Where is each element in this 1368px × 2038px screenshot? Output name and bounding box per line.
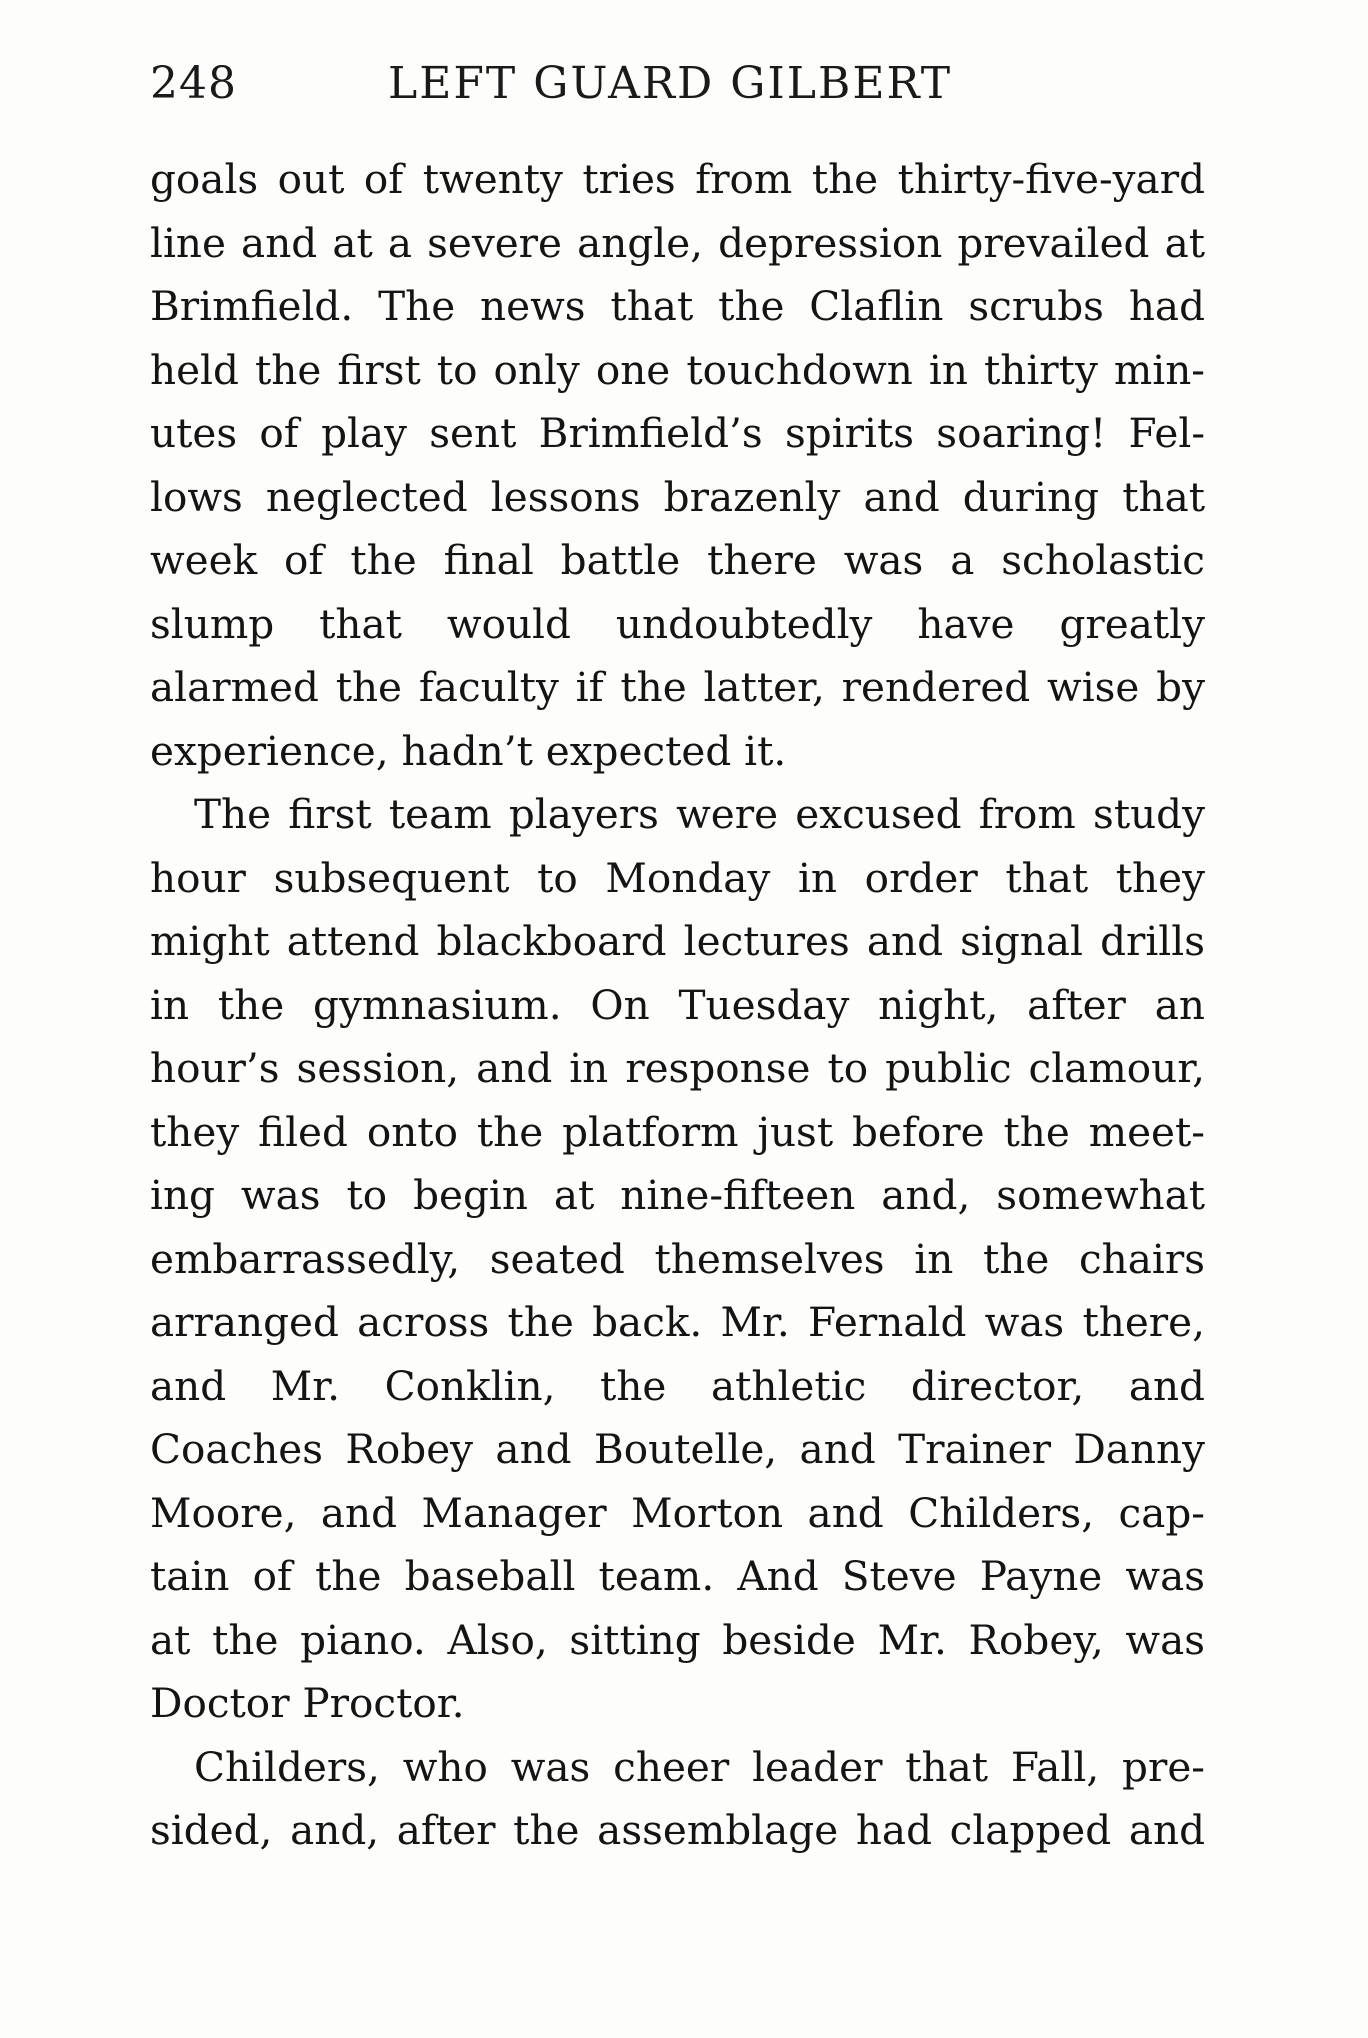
paragraph [150,148,1205,783]
text-line: embarrassedly, seated themselves in the chairs [150,1234,1205,1283]
text-line: Childers, who was cheer leader that Fall, pre- [194,1742,1205,1791]
running-title: LEFT GUARD GILBERT [388,58,953,109]
text-line: Moore, and Manager Morton and Childers, cap- [150,1488,1205,1537]
text-line: The first team players were excused from study [194,790,1205,838]
body-text [150,148,1205,1863]
text-line: sided, and, after the assemblage had clapped and [150,1806,1205,1854]
text-line: lows neglected lessons brazenly and during that [150,472,1205,521]
page-header [150,58,1210,128]
text-line: and Mr. Conklin, the athletic director, and [150,1361,1205,1410]
text-line: in the gymnasium. On Tuesday night, after an [150,980,1205,1029]
text-line: tain of the baseball team. And Steve Payne was [150,1552,1205,1600]
text-line: line and at a severe angle, depression prevailed at [150,218,1205,267]
text-line: hour’s session, and in response to public clamour, [150,1044,1205,1092]
text-line: might attend blackboard lectures and signal drills [150,917,1205,965]
paragraph [150,783,1205,1736]
text-line: at the piano. Also, sitting beside Mr. Robey, was [150,1615,1205,1664]
text-line: Doctor Proctor. [150,1679,465,1727]
text-line: arranged across the back. Mr. Fernald was there, [150,1298,1205,1346]
text-line: utes of play sent Brimfield’s spirits soaring! Fel- [150,409,1205,457]
text-line: Coaches Robey and Boutelle, and Trainer Danny [150,1425,1205,1473]
text-line: held the first to only one touchdown in thirty min- [150,345,1205,394]
text-line: week of the final battle there was a scholastic [150,536,1205,584]
text-line: alarmed the faculty if the latter, rendered wise by [150,663,1205,711]
paragraph [150,1736,1205,1863]
text-line: slump that would undoubtedly have greatly [150,599,1205,648]
text-line: they filed onto the platform just before the meet- [150,1107,1205,1156]
text-line: ing was to begin at nine-fifteen and, somewhat [150,1171,1205,1219]
text-line: hour subsequent to Monday in order that they [150,853,1205,902]
page-number: 248 [150,58,237,109]
text-line: goals out of twenty tries from the thirty-five-yard [150,155,1205,203]
text-line: Brimfield. The news that the Claflin scrubs had [150,282,1205,330]
text-line: experience, hadn’t expected it. [150,726,787,775]
